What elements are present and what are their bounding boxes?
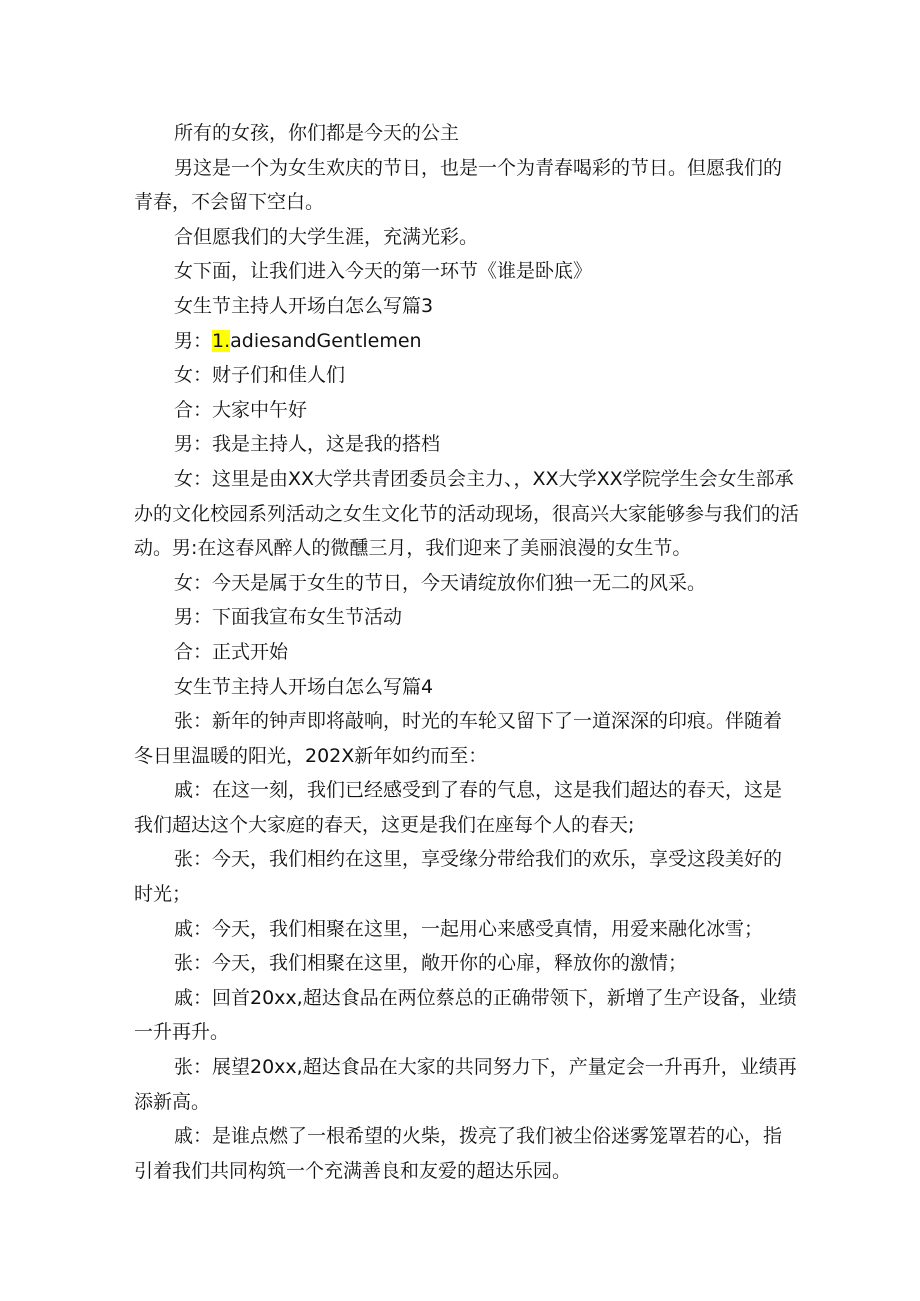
paragraph: 合：正式开始 (174, 640, 289, 663)
paragraph: 张：展望20xx,超达食品在大家的共同努力下，产量定会一升再升，业绩再添新高。 (134, 1056, 797, 1113)
section-heading: 女生节主持人开场白怎么写篇3 (174, 294, 434, 317)
paragraph: 所有的女孩，你们都是今天的公主 (174, 122, 460, 144)
paragraph: 女：财子们和佳人们 (174, 364, 346, 387)
paragraph: 女：今天是属于女生的节日，今天请绽放你们独一无二的风采。 (174, 571, 707, 594)
paragraph: 合但愿我们的大学生涯，充满光彩。 (174, 225, 479, 248)
paragraph: 张：今天，我们相约在这里，享受缘分带给我们的欢乐，享受这段美好的时光； (134, 848, 783, 906)
paragraph: 戚：回首20xx,超达食品在两位蔡总的正确带领下，新增了生产设备，业绩一升再升。 (134, 986, 797, 1044)
paragraph: 张：今天，我们相聚在这里，敞开你的心扉，释放你的激情； (174, 952, 688, 975)
paragraph-highlighted (134, 324, 800, 359)
paragraph: 戚：是谁点燃了一根希望的火柴，拨亮了我们被尘俗迷雾笼罩若的心，指引着我们共同构筑一个充满善良和友爱的超达乐园。 (134, 1125, 783, 1182)
paragraph: 男这是一个为女生欢庆的节日，也是一个为青春喝彩的节日。但愿我们的青春，不会留下空白。 (134, 156, 783, 214)
highlighted-text: 1. (212, 329, 231, 352)
paragraph: 男：我是主持人，这是我的搭档 (174, 433, 441, 456)
paragraph: 戚：在这一刻，我们已经感受到了春的气息，这是我们超达的春天，这是我们超达这个大家庭的春天，这更是我们在座每个人的春天; (134, 779, 783, 836)
paragraph: 张：新年的钟声即将敲响，时光的车轮又留下了一道深深的印痕。伴随着冬日里温暖的阳光，202X新年如约而至： (134, 710, 783, 767)
paragraph: 男：下面我宣布女生节活动 (174, 606, 403, 629)
paragraph-text: adiesandGentlemen (230, 329, 422, 352)
paragraph: 女下面，让我们进入今天的第一环节《谁是卧底》 (174, 260, 593, 283)
speaker-label: 男： (174, 329, 213, 352)
paragraph: 戚：今天，我们相聚在这里，一起用心来感受真情，用爱来融化冰雪； (174, 917, 764, 940)
paragraph: 女：这里是由XX大学共青团委员会主力、，XX大学XX学院学生会女生部承办的文化校园系列活动之女生文化节的活动现场，很高兴大家能够参与我们的活动。男:在这春风醉人的微醺三月，我们迎来了美丽浪漫的女生节。 (134, 467, 800, 560)
section-heading: 女生节主持人开场白怎么写篇4 (174, 675, 434, 698)
paragraph: 合：大家中午好 (174, 398, 308, 421)
